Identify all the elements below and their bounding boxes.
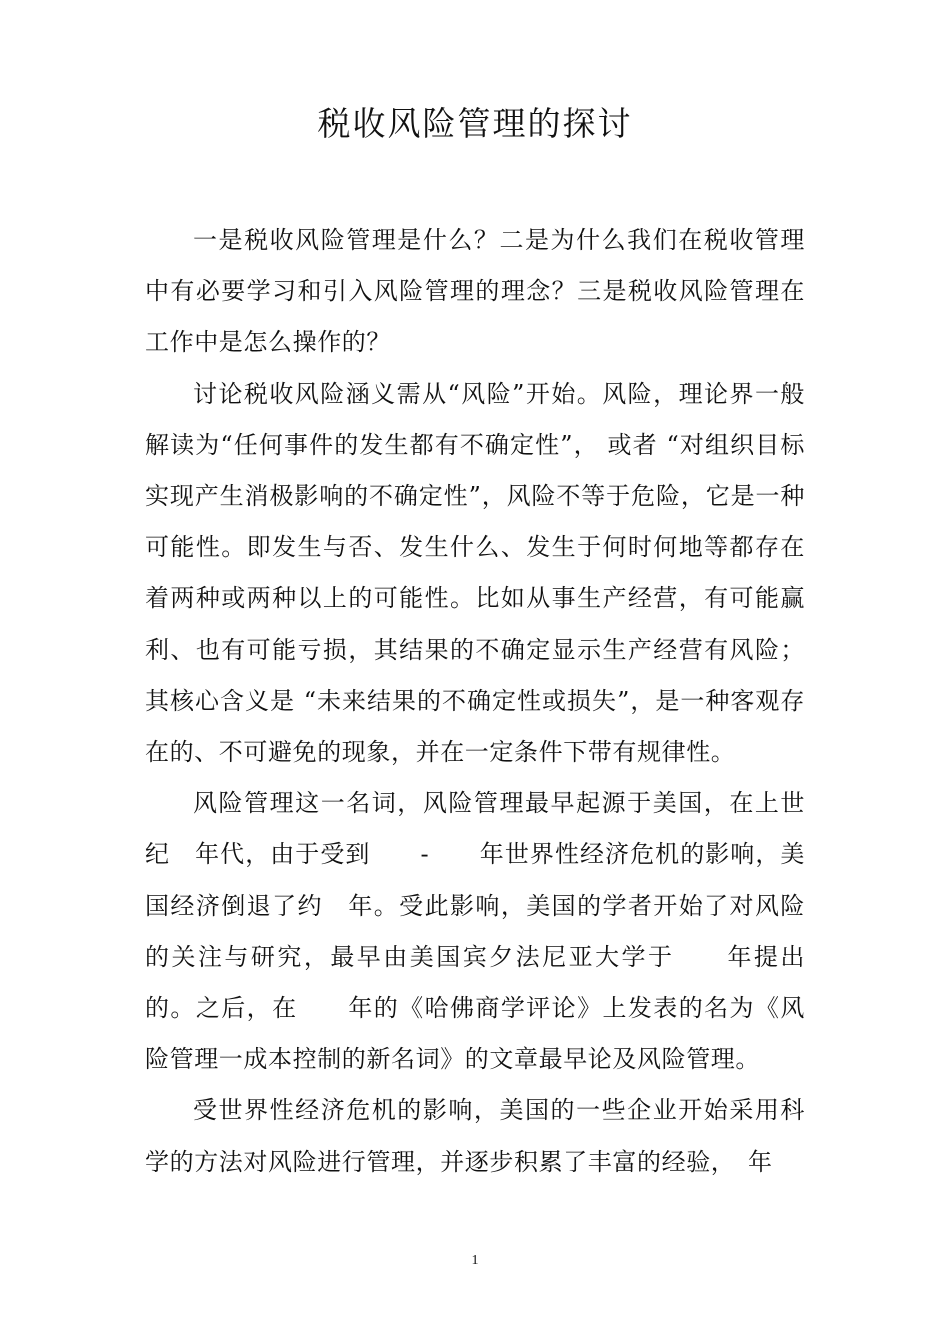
paragraph-risk-definition: 讨论税收风险涵义需从“风险”开始。风险，理论界一般解读为“任何事件的发生都有不确定性”， 或者 “对组织目标实现产生消极影响的不确定性”，风险不等于危险，它是一种可能性。即发生与否、发生什么、发生于何时何地等都存在着两种或两种以上的可能性。比如从事生产经营，有可能赢利、也有可能亏损，其结果的不确定显示生产经营有风险；其核心含义是 “未来结果的不确定性或损失”，是一种客观存在的、不可避免的现象，并在一定条件下带有规律性。 xyxy=(145,379,805,767)
document-body xyxy=(145,215,805,1188)
paragraph-questions: 一是税收风险管理是什么？二是为什么我们在税收管理中有必要学习和引入风险管理的理念？三是税收风险管理在工作中是怎么操作的？ xyxy=(145,226,805,357)
paragraph-economic-crisis: 受世界性经济危机的影响，美国的一些企业开始采用科学的方法对风险进行管理，并逐步积累了丰富的经验， 年 xyxy=(145,1096,805,1176)
document-title: 税收风险管理的探讨 xyxy=(317,104,633,143)
paragraph-risk-management-origin: 风险管理这一名词，风险管理最早起源于美国，在上世纪 年代，由于受到 - 年世界性经济危机的影响，美国经济倒退了约 年。受此影响，美国的学者开始了对风险的关注与研究，最早由美国宾夕法尼亚大学于 年提出的。之后，在 年的《哈佛商学评论》上发表的名为《风险管理一成本控制的新名词》的文章最早论及风险管理。 xyxy=(145,789,805,1074)
page-number: 1 xyxy=(471,1253,479,1268)
